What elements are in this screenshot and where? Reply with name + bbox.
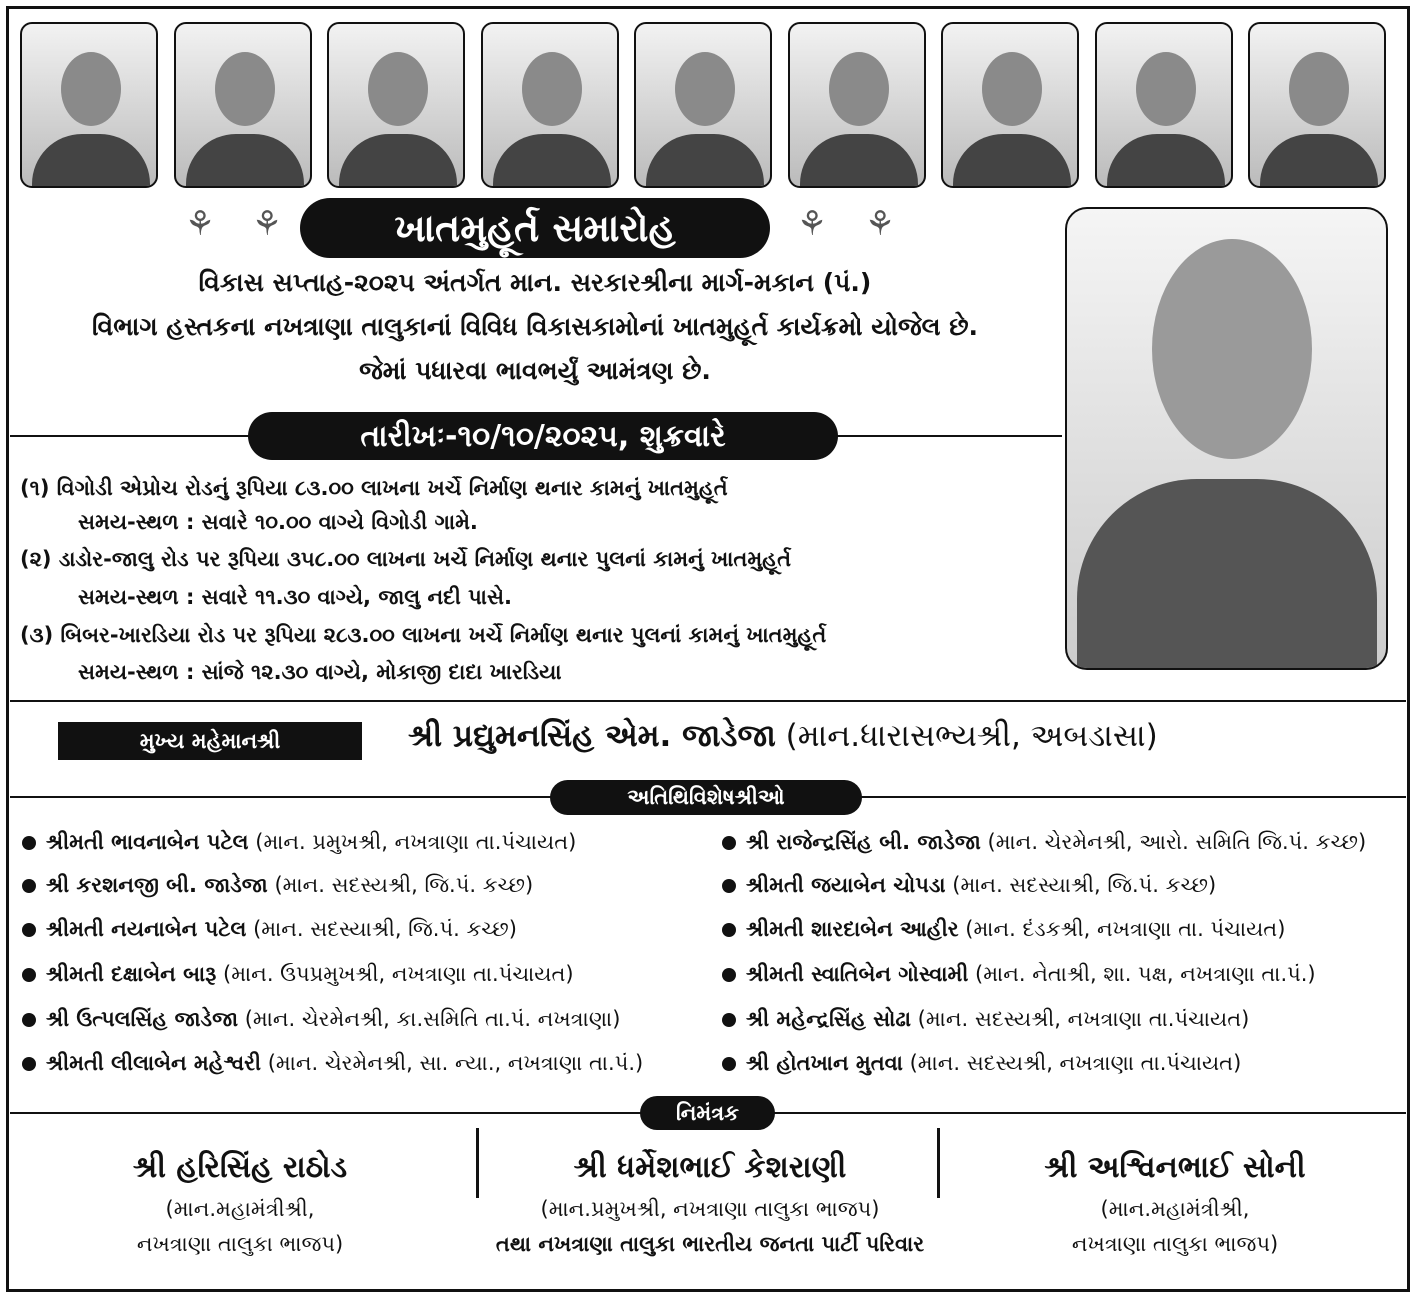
inviter: [390, 1150, 1030, 1257]
special-guest: [22, 873, 533, 898]
bullet-icon: [722, 879, 736, 893]
intro-line: વિભાગ હસ્તકના નખત્રાણા તાલુકાનાં વિવિધ વિકાસકામોનાં ખાતમુહૂર્ત કાર્યક્રમો યોજેલ છે.: [91, 312, 979, 341]
chief-guest-name: શ્રી પ્રદ્યુમનસિંહ એમ. જાડેજા: [408, 718, 776, 754]
event-item: (૩) બિબર-ખારડિયા રોડ પર રૂપિયા ૨૮૩.૦૦ લાખના ખર્ચે નિર્માણ થનાર પુલનાં કામનું ખાતમુહૂર્ત: [20, 623, 827, 647]
bullet-icon: [722, 1013, 736, 1027]
intro-line: વિકાસ સપ્તાહ-૨૦૨૫ અંતર્ગત માન. સરકારશ્રીના માર્ગ-મકાન (પં.): [198, 268, 872, 297]
event-date: તારીખઃ-૧૦/૧૦/૨૦૨૫, શુક્રવારે: [248, 412, 838, 460]
guest-name: શ્રી હોતખાન મુતવા: [746, 1051, 903, 1075]
special-guest: [722, 917, 1285, 942]
leader-photo: [1248, 22, 1386, 188]
bullet-icon: [22, 879, 36, 893]
guest-role: (માન. સદસ્યશ્રી, નખત્રાણા તા.પંચાયત): [917, 1007, 1250, 1031]
event-time: સમય-સ્થળ : સવારે ૧૧.૩૦ વાગ્યે, જાલુ નદી પાસે.: [78, 585, 512, 609]
special-guest: [722, 830, 1366, 855]
guest-role: (માન. સદસ્યશ્રી, નખત્રાણા તા.પંચાયત): [909, 1051, 1242, 1075]
chief-guest: [408, 718, 1158, 755]
leader-photo: [788, 22, 926, 188]
inviter-role: (માન.પ્રમુખશ્રી, નખત્રાણા તાલુકા ભાજપ): [540, 1197, 880, 1221]
guest-role: (માન. સદસ્યાશ્રી, જિ.પં. કચ્છ): [952, 873, 1217, 897]
special-guest: [22, 830, 576, 855]
intro-line: જેમાં પધારવા ભાવભર્યું આમંત્રણ છે.: [359, 356, 711, 385]
chief-guest-photo: [1065, 207, 1388, 670]
special-guest: [722, 1007, 1249, 1032]
lotus-icon: ⚘: [796, 204, 828, 244]
inviter-name: શ્રી અશ્વિનભાઈ સોની: [1044, 1150, 1306, 1185]
special-guest: [22, 1007, 620, 1032]
guest-role: (માન. ઉપપ્રમુખશ્રી, નખત્રાણા તા.પંચાયત): [223, 962, 574, 986]
guest-name: શ્રીમતી દક્ષાબેન બારૂ: [46, 962, 217, 986]
guest-name: શ્રીમતી શારદાબેન આહીર: [746, 917, 959, 941]
bullet-icon: [722, 836, 736, 850]
guest-name: શ્રીમતી લીલાબેન મહેશ્વરી: [46, 1051, 262, 1075]
bullet-icon: [722, 968, 736, 982]
guest-role: (માન. સદસ્યાશ્રી, જિ.પં. કચ્છ): [253, 917, 517, 941]
guest-name: શ્રી કરશનજી બી. જાડેજા: [46, 873, 268, 897]
inviter-name: શ્રી હરિસિંહ રાઠોડ: [132, 1150, 348, 1185]
special-guest: [22, 1051, 643, 1076]
guest-role: (માન. ચેરમેનશ્રી, આરો. સમિતિ જિ.પં. કચ્છ): [987, 830, 1367, 854]
lotus-icon: ⚘: [864, 204, 896, 244]
inviter-role: નખત્રાણા તાલુકા ભાજપ): [1071, 1232, 1279, 1256]
divider: [10, 700, 1406, 702]
leader-photo: [1095, 22, 1233, 188]
bullet-icon: [22, 923, 36, 937]
guest-role: (માન. પ્રમુખશ્રી, નખત્રાણા તા.પંચાયત): [255, 830, 577, 854]
lotus-icon: ⚘: [184, 204, 216, 244]
event-item: (૧) વિગોડી એપ્રોચ રોડનું રૂપિયા ૮૩.૦૦ લાખના ખર્ચે નિર્માણ થનાર કામનું ખાતમુહૂર્ત: [20, 476, 728, 500]
bullet-icon: [22, 1057, 36, 1071]
leader-photo: [327, 22, 465, 188]
guest-role: (માન. ચેરમેનશ્રી, સા. ન્યા., નખત્રાણા તા.પં.): [267, 1051, 644, 1075]
bullet-icon: [22, 1013, 36, 1027]
special-guest: [722, 962, 1316, 987]
special-guest: [22, 917, 517, 942]
leader-photo: [174, 22, 312, 188]
bullet-icon: [722, 1057, 736, 1071]
inviter-role: (માન.મહામંત્રીશ્રી,: [165, 1197, 315, 1221]
lotus-icon: ⚘: [251, 204, 283, 244]
event-time: સમય-સ્થળ : સાંજે ૧૨.૩૦ વાગ્યે, મોકાજી દાદા ખારડિયા: [78, 660, 562, 684]
special-guest: [722, 873, 1216, 898]
guest-name: શ્રી ઉત્પલસિંહ જાડેજા: [46, 1007, 239, 1031]
guest-role: (માન. દંડકશ્રી, નખત્રાણા તા. પંચાયત): [965, 917, 1286, 941]
special-guests-label: અતિથિવિશેષશ્રીઓ: [550, 780, 862, 815]
leader-photo: [941, 22, 1079, 188]
guest-role: (માન. નેતાશ્રી, શા. પક્ષ, નખત્રાણા તા.પં.): [975, 962, 1316, 986]
chief-guest-role: (માન.ધારાસભ્યશ્રી, અબડાસા): [785, 718, 1158, 754]
bullet-icon: [22, 836, 36, 850]
inviter: [955, 1150, 1395, 1257]
chief-guest-label: મુખ્ય મહેમાનશ્રી: [58, 722, 362, 760]
bullet-icon: [22, 968, 36, 982]
guest-role: (માન. સદસ્યશ્રી, જિ.પં. કચ્છ): [274, 873, 534, 897]
leader-photo: [634, 22, 772, 188]
event-time: સમય-સ્થળ : સવારે ૧૦.૦૦ વાગ્યે વિગોડી ગામે.: [78, 510, 478, 534]
bullet-icon: [722, 923, 736, 937]
special-guest: [722, 1051, 1241, 1076]
guest-name: શ્રીમતી નયનાબેન પટેલ: [46, 917, 247, 941]
inviter-role: (માન.મહામંત્રીશ્રી,: [1100, 1197, 1250, 1221]
inviter-role: નખત્રાણા તાલુકા ભાજપ): [136, 1232, 344, 1256]
guest-name: શ્રીમતી જયાબેન ચોપડા: [746, 873, 946, 897]
inviter-label: નિમંત્રક: [640, 1096, 775, 1130]
guest-name: શ્રી મહેન્દ્રસિંહ સોઢા: [746, 1007, 911, 1031]
guest-name: શ્રીમતી સ્વાતિબેન ગોસ્વામી: [746, 962, 969, 986]
leader-photo: [20, 22, 158, 188]
leader-photo: [481, 22, 619, 188]
inviter-family: તથા નખત્રાણા તાલુકા ભારતીય જનતા પાર્ટી પરિવાર: [495, 1232, 925, 1256]
event-item: (૨) ડાડોર-જાલુ રોડ પર રૂપિયા ૩૫૮.૦૦ લાખના ખર્ચે નિર્માણ થનાર પુલનાં કામનું ખાતમુહૂર્ત: [20, 547, 792, 571]
inviter-name: શ્રી ધર્મેશભાઈ કેશરાણી: [573, 1150, 847, 1185]
special-guest: [22, 962, 574, 987]
guest-role: (માન. ચેરમેનશ્રી, કા.સમિતિ તા.પં. નખત્રાણા): [244, 1007, 621, 1031]
guest-name: શ્રી રાજેન્દ્રસિંહ બી. જાડેજા: [746, 830, 981, 854]
event-title: ખાતમુહૂર્ત સમારોહ: [300, 198, 770, 258]
guest-name: શ્રીમતી ભાવનાબેન પટેલ: [46, 830, 249, 854]
